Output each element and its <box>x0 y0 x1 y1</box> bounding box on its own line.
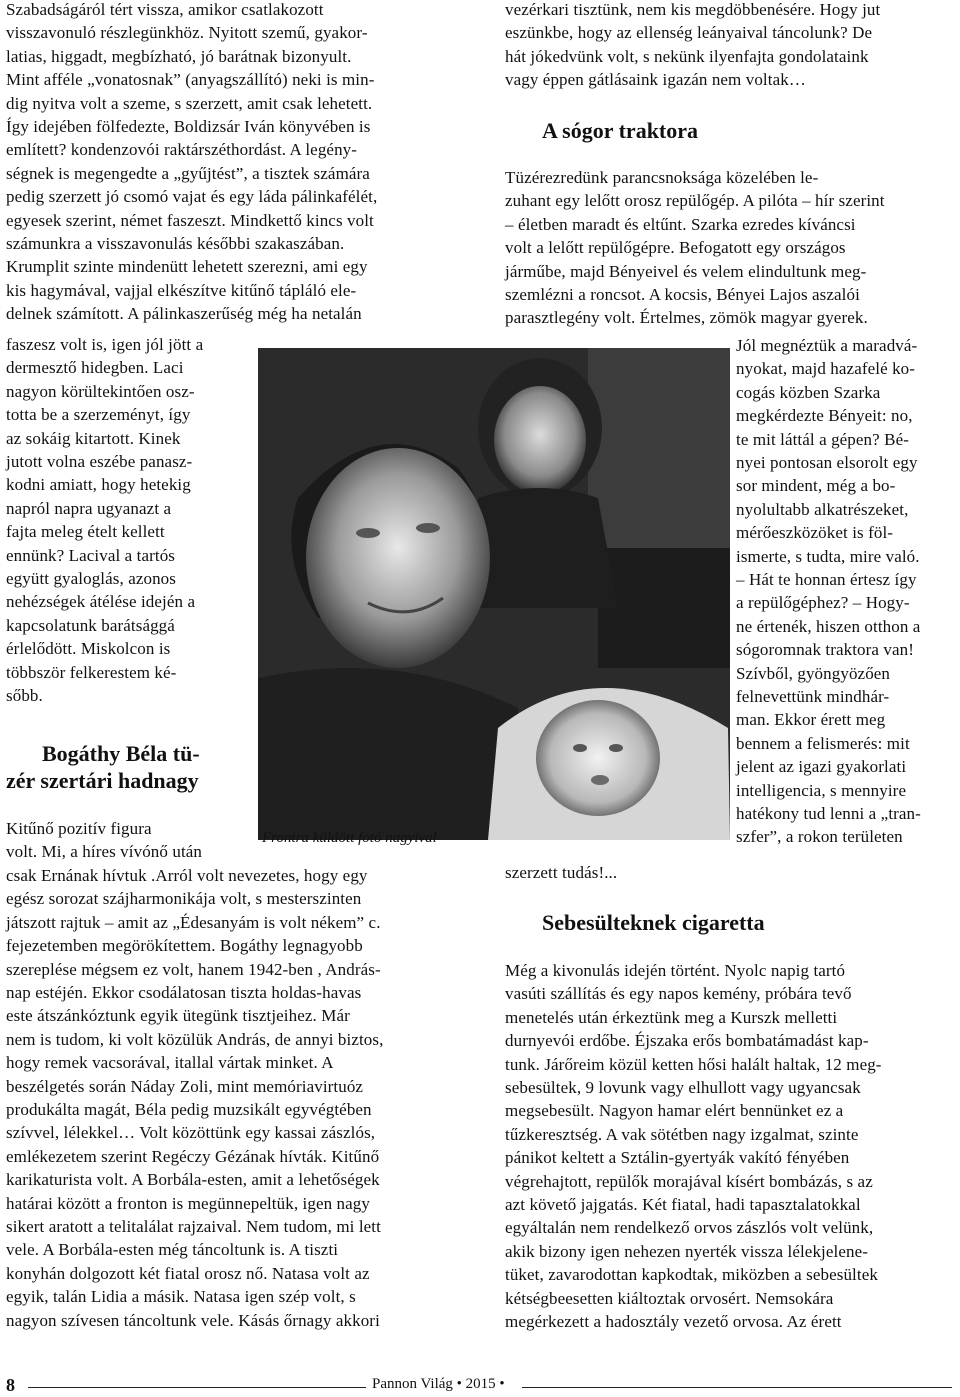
text-line: sőbb. <box>6 686 43 705</box>
text-line: megsebesült. Nagyon hamar elért bennünket ez a <box>505 1101 844 1121</box>
text-line: azt követő jajgatás. Két fiatal, hadi tapasztalatokkal <box>505 1195 861 1214</box>
heading-sogor-traktora: A sógor traktora <box>542 118 699 143</box>
text-line: többször felkerestem ké- <box>6 662 177 682</box>
text-line: emlékezetem szerint Regéczy Gézának hívták. Kitűnő <box>6 1146 380 1166</box>
text-line: sebesültek, 9 lovunk vagy elhullott vagy ugyancsak <box>505 1078 861 1097</box>
text-line: együtt gyaloglás, azonos <box>6 569 177 588</box>
text-line: faszesz volt is, igen jól jött a <box>6 335 204 354</box>
text-line: menetelés után érkeztünk meg a Kurszk melletti <box>505 1007 838 1027</box>
text-line: említett? kondenzovói raktárszéthordást. A legény- <box>6 140 358 160</box>
text-line: ismerte, s tudta, mire való. <box>736 546 920 566</box>
text-line: latias, higgadt, megbízható, jó barátnak bizonyult. <box>6 46 352 66</box>
text-line: számunkra a visszavonulás későbbi szakaszában. <box>6 234 345 253</box>
text-line: kétségbeesetten kiáltoztak orvosért. Nemsokára <box>505 1288 834 1308</box>
text-line: határai között a fronton is megünnepeltük, igen nagy <box>6 1193 370 1213</box>
text-line: este átszánkóztunk egyik ütegünk tisztjeihez. Már <box>6 1006 350 1026</box>
text-line: Szívből, gyöngyözően <box>736 663 891 683</box>
text-line: jutott volna eszébe panasz- <box>6 452 193 471</box>
text-line: jelent az igazi gyakorlati <box>736 757 907 777</box>
text-line: az sokáig kitartott. Kinek <box>6 428 181 448</box>
text-line: bennem a felismerés: mit <box>736 733 910 753</box>
text-line: szívvel, lélekkel… Volt közöttünk egy kassai zászlós, <box>6 1123 376 1143</box>
text-line: akik bizony igen nehezen nyerték vissza lélekjelene- <box>505 1241 868 1261</box>
text-line: egyesek szerint, német faszeszt. Mindkettő kincs volt <box>6 210 374 230</box>
text-line: végrehajtott, repülők morajával kísért bombázás, s az <box>505 1171 873 1191</box>
text-line: visszavonuló részlegünkhöz. Nyitott szemű, gyakor- <box>6 23 368 43</box>
text-line: hatékony tud lenni a „tran- <box>736 804 921 823</box>
text-line: Krumplit szinte mindenütt lehetett szerezni, ami egy <box>6 257 368 277</box>
text-line: nagyon szívesen táncoltunk vele. Kásás őrnagy akkori <box>6 1310 380 1330</box>
text-line: nagyon körültekintően osz- <box>6 381 195 401</box>
text-line: te mit láttál a gépen? Bé- <box>736 429 909 449</box>
text-line: szfer”, a rokon területen <box>736 827 903 847</box>
text-line: napról napra ugyanazt a <box>6 498 172 518</box>
heading-bogathy-line1: Bogáthy Béla tü- <box>42 741 200 766</box>
text-line: man. Ekkor érett meg <box>736 710 886 730</box>
text-line: csak Ernának hívtuk .Arról volt nevezetes, hogy egy <box>6 866 368 885</box>
text-line: intelligencia, s mennyire <box>736 780 907 800</box>
text-line: produkálta magát, Béla pedig muzsikált egyvégtében <box>6 1100 372 1119</box>
text-line: – Hát te honnan értesz így <box>736 570 917 589</box>
text-line: Még a kivonulás idején történt. Nyolc napig tartó <box>505 961 846 980</box>
footer-rule-right <box>522 1387 952 1388</box>
text-line: sógoromnak traktora van! <box>736 640 915 660</box>
text-line: hát jókedvünk volt, s nekünk ilyenfajta gondolataink <box>505 46 869 66</box>
text-line: játszott rajtuk – amit az „Édesanyám is volt nékem” c. <box>6 912 381 932</box>
text-line: zuhant egy lelőtt orosz repülőgép. A pilóta – hír szerint <box>505 191 885 211</box>
text-line: tűzkeresztség. A vak sötétben nagy izgalmat, szinte <box>505 1124 859 1144</box>
text-line: Szabadságáról tért vissza, amikor csatlakozott <box>6 0 324 19</box>
text-line: nyokat, majd hazafelé ko- <box>736 359 916 379</box>
text-line: volt. Mi, a híres vívónő után <box>6 842 203 862</box>
footer-text: Pannon Világ • 2015 • <box>372 1376 505 1392</box>
footer-rule-left <box>28 1387 366 1388</box>
text-line: nehézségek átélése idején a <box>6 592 196 612</box>
text-line: érlelődött. Miskolcon is <box>6 639 171 659</box>
text-line: ne értenék, hiszen otthon a <box>736 616 921 636</box>
text-line: totta be a szerzeményt, így <box>6 405 191 425</box>
page-number: 8 <box>6 1375 15 1395</box>
text-line: delnek számított. A pálinkaszerűség még ha netalán <box>6 304 362 324</box>
text-line: pedig szerzett jó csomó vajat és egy láda pálinkafélét, <box>6 187 378 207</box>
text-line: egyáltalán nem rendelkező orvos zászlós volt velünk, <box>505 1218 874 1238</box>
heading-bogathy-line2: zér szertári hadnagy <box>6 768 199 793</box>
text-line: vagy éppen gátlásaink igazán nem voltak… <box>505 70 806 90</box>
text-line: nyei pontosan elsorolt egy <box>736 453 918 472</box>
text-line: volt a lelőtt repülőgépre. Befogatott egy országos <box>505 238 846 258</box>
text-line: megkérdezte Bényeit: no, <box>736 406 913 426</box>
text-line: vezérkari tisztünk, nem kis megdöbbenésére. Hogy jut <box>505 0 881 19</box>
text-line: durnyevói erdőbe. Éjszaka erős bombatámadást kap- <box>505 1031 869 1051</box>
text-line: fejezetemben megörökítettem. Bogáthy legnagyobb <box>6 936 363 956</box>
text-line: vele. A Borbála-esten még táncoltunk is. A tiszti <box>6 1240 339 1260</box>
text-line: dermesztő hidegben. Laci <box>6 358 184 378</box>
text-line: Kitűnő pozitív figura <box>6 819 152 838</box>
text-line: felnevettünk mindhár- <box>736 687 890 706</box>
text-line: Így idejében fölfedezte, Boldizsár Iván könyvében is <box>6 117 371 136</box>
text-line: sikert aratott a telitalálat rajzaival. Nem tudom, mi lett <box>6 1217 381 1236</box>
text-line: konyhán dolgozott két fiatal orosz nő. Natasa volt az <box>6 1263 370 1283</box>
text-line: eszünkbe, hogy az ellenség leányaival táncolunk? De <box>505 23 873 43</box>
text-line: dig nyitva volt a szeme, s szerzett, amit csak lehetett. <box>6 93 373 113</box>
text-line: pánikot keltett a Sztálin-gyertyák vakító fényében <box>505 1148 850 1168</box>
text-line: – életben maradt és eltűnt. Szarka ezredes kíváncsi <box>505 214 856 234</box>
text-line: Tüzérezredünk parancsnoksága közelében le- <box>505 168 819 187</box>
text-line: mérőeszközöket is föl- <box>736 523 894 543</box>
text-line: szemlézni a roncsot. A kocsis, Bényei Lajos aszalói <box>505 285 860 304</box>
text-line: nyolultabb alkatrészeket, <box>736 499 909 519</box>
text-line: a repülőgéphez? – Hogy- <box>736 593 910 613</box>
right-szerzett-line: szerzett tudás!... <box>505 863 618 882</box>
text-line: hogy remek vacsorával, itallal vártak minket. A <box>6 1053 334 1073</box>
text-line: egész sorozat szájharmonikája volt, s mesterszinten <box>6 889 362 909</box>
text-line: ennünk? Lacival a tartós <box>6 545 176 565</box>
text-line: kodni amiatt, hogy hetekig <box>6 475 191 495</box>
heading-sebesulteknek-cigaretta: Sebesülteknek cigaretta <box>542 910 765 935</box>
text-line: cogás közben Szarka <box>736 382 881 402</box>
text-line: tüket, zavarodottan kapkodtak, miközben a sebesültek <box>505 1265 878 1285</box>
text-line: fajta meleg ételt kellett <box>6 522 165 542</box>
text-line: vasúti szállítás és egy napos kemény, próbára tevő <box>505 984 852 1004</box>
text-line: ségnek is megengedte a „gyűjtést”, a tisztek számára <box>6 163 370 183</box>
text-line: kapcsolatunk barátsággá <box>6 615 175 635</box>
text-line: Jól megnéztük a maradvá- <box>736 336 918 355</box>
text-line: járműbe, majd Bényeivel és velem elindultunk meg- <box>505 261 867 281</box>
photo-caption: Frontra küldött fotó nagyival <box>262 830 437 846</box>
text-line: karikaturista volt. A Borbála-esten, amit a lehetőségek <box>6 1170 380 1190</box>
text-line: kis hagymával, vajjal elkészítve kitűnő tápláló ele- <box>6 280 357 300</box>
text-line: beszélgetés során Náday Zoli, mint memóriavirtuóz <box>6 1076 364 1096</box>
text-line: parasztlegény volt. Értelmes, zömök magyar gyerek. <box>505 308 868 328</box>
text-line: tunk. Járőreim közül ketten hősi halált haltak, 12 meg- <box>505 1054 882 1074</box>
family-photo-image <box>258 348 730 840</box>
text-line: nem is tudom, ki volt közülük András, de annyi biztos, <box>6 1029 384 1049</box>
text-line: egyik, talán Lidia a másik. Natasa igen szép volt, s <box>6 1287 356 1307</box>
family-photo <box>258 348 730 840</box>
text-line: nap estéjén. Ekkor csodálatosan tiszta holdas-havas <box>6 983 362 1002</box>
text-line: sor mindent, még a bo- <box>736 476 896 496</box>
text-line: megérkezett a hadosztály vezető orvosa. Az érett <box>505 1312 842 1331</box>
text-line: szereplése mégsem ez volt, hanem 1942-ben , András- <box>6 959 381 979</box>
text-line: Mint afféle „vonatosnak” (anyagszállító) neki is min- <box>6 70 375 90</box>
